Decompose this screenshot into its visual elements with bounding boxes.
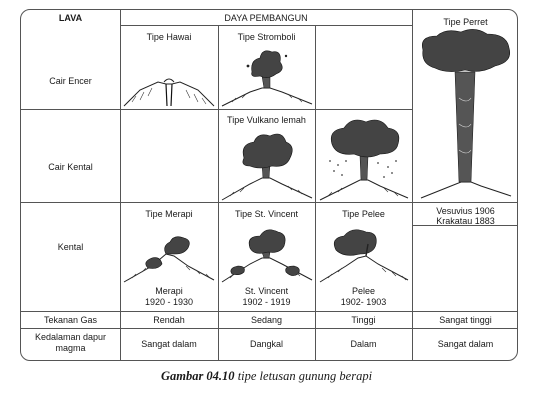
type-label-st-vincent: Tipe St. Vincent	[234, 209, 299, 219]
tekanan-gas-value: Tinggi	[351, 315, 376, 325]
row-label-cair-encer: Cair Encer	[49, 76, 92, 86]
kedalaman-value: Sangat dalam	[141, 339, 197, 349]
tipe-perret-label: Tipe Perret	[443, 17, 488, 27]
vulkano-strong-volcano-illustration	[318, 114, 410, 202]
merapi-volcano-illustration	[122, 224, 216, 284]
tekanan-gas-value: Rendah	[153, 315, 185, 325]
type-label-hawai: Tipe Hawai	[146, 32, 192, 42]
row-divider	[21, 328, 518, 329]
example-merapi-years: 1920 - 1930	[144, 297, 194, 307]
column-divider	[120, 10, 121, 361]
figure-caption	[0, 369, 533, 384]
example-pelee-name: Pelee	[351, 286, 376, 296]
row-divider	[21, 109, 412, 110]
row-divider	[21, 202, 518, 203]
kedalaman-value: Sangat dalam	[437, 339, 494, 349]
row-label-tekanan-gas: Tekanan Gas	[43, 315, 98, 325]
column-divider	[315, 25, 316, 361]
tekanan-gas-value: Sedang	[250, 315, 283, 325]
row-label-kedalaman: Kedalaman dapur magma	[34, 332, 107, 353]
lava-header: LAVA	[58, 13, 83, 23]
example-pelee-years: 1902- 1903	[340, 297, 387, 307]
example-merapi-name: Merapi	[155, 286, 183, 296]
column-divider	[218, 25, 219, 361]
row-label-cair-kental: Cair Kental	[48, 162, 93, 172]
type-label-merapi: Tipe Merapi	[145, 209, 193, 219]
kedalaman-value: Dangkal	[249, 339, 284, 349]
caption-label: Gambar 04.10	[160, 369, 235, 383]
stromboli-volcano-illustration	[220, 42, 314, 108]
row-label-kental: Kental	[57, 242, 84, 252]
eruption-type-table	[20, 9, 518, 361]
perret-volcano-illustration	[415, 28, 517, 200]
daya-pembangun-header: DAYA PEMBANGUN	[224, 13, 308, 23]
type-label-stromboli: Tipe Stromboli	[237, 32, 296, 42]
example-st-vincent-years: 1902 - 1919	[242, 297, 291, 307]
example-vesuvius: Vesuvius 1906	[436, 206, 495, 216]
row-divider	[21, 311, 518, 312]
hawai-volcano-illustration	[122, 60, 216, 108]
caption-text: tipe letusan gunung berapi	[237, 369, 373, 383]
type-label-vulkano: Tipe Vulkano lemah	[227, 115, 306, 125]
example-st-vincent-name: St. Vincent	[244, 286, 289, 296]
example-krakatau: Krakatau 1883	[436, 216, 495, 226]
tekanan-gas-value: Sangat tinggi	[439, 315, 492, 325]
kedalaman-value: Dalam	[350, 339, 377, 349]
vulkano-volcano-illustration	[220, 128, 314, 202]
st-vincent-volcano-illustration	[220, 224, 314, 284]
header-divider	[120, 25, 412, 26]
column-divider	[412, 10, 413, 361]
type-label-pelee: Tipe Pelee	[342, 209, 385, 219]
pelee-volcano-illustration	[318, 224, 410, 284]
